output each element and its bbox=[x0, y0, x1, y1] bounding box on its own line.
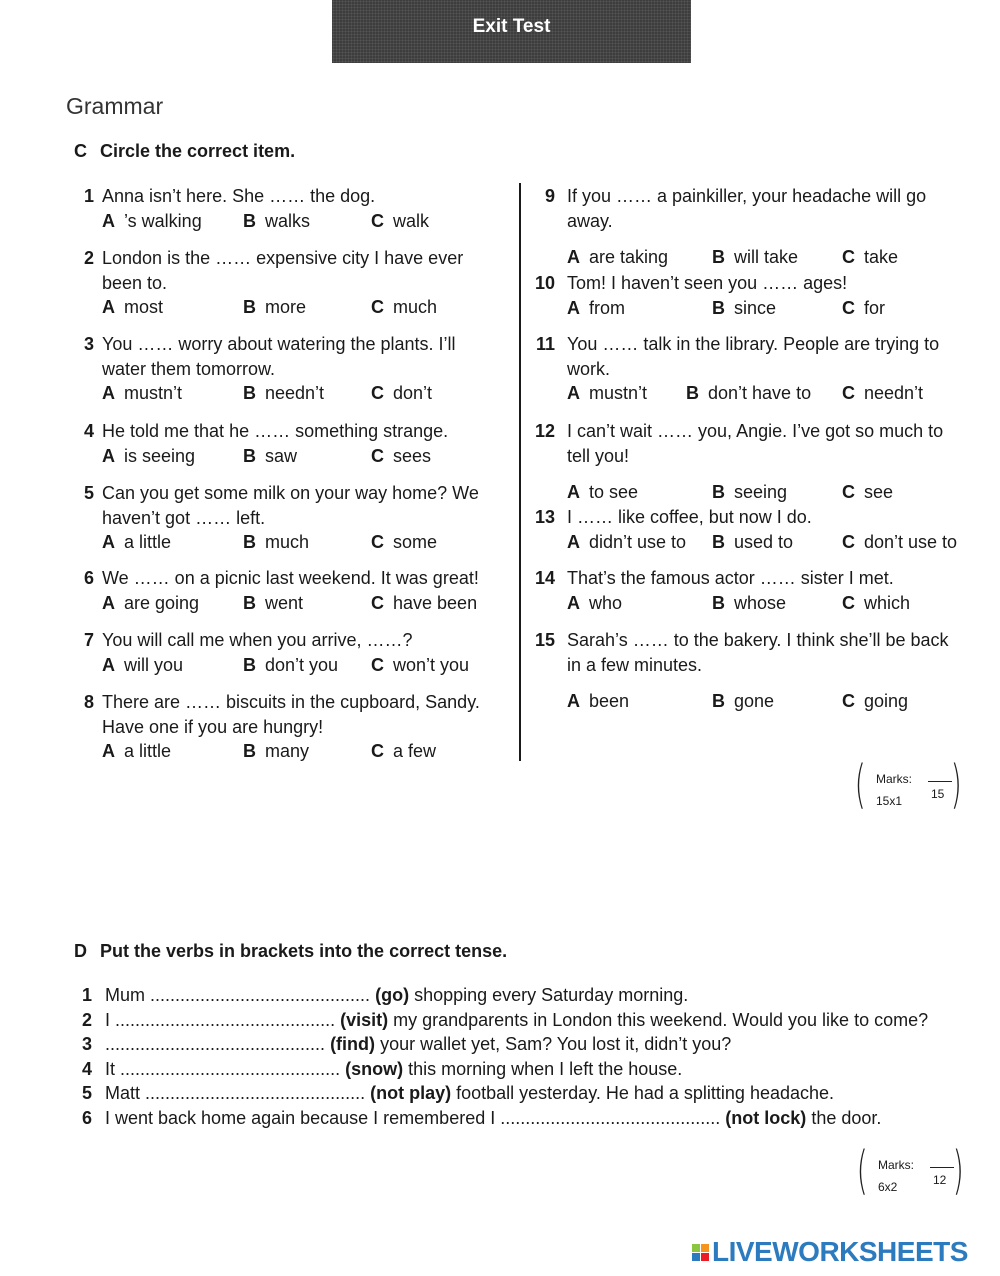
answer-option[interactable] bbox=[567, 383, 647, 404]
question-text: He told me that he …… something strange. bbox=[102, 421, 449, 441]
option-text: ’s walking bbox=[124, 210, 202, 231]
item-number: 6 bbox=[81, 1108, 92, 1128]
section-heading-grammar: Grammar bbox=[66, 93, 164, 119]
question-text: There are …… biscuits in the cupboard, Sandy. bbox=[102, 692, 480, 712]
option-letter: A bbox=[102, 445, 115, 466]
question-text: away. bbox=[567, 210, 613, 231]
option-text: whose bbox=[734, 592, 787, 613]
answer-option[interactable] bbox=[842, 298, 885, 319]
option-text: will you bbox=[124, 654, 184, 675]
answer-option[interactable] bbox=[371, 383, 432, 404]
item-sentence bbox=[105, 985, 688, 1006]
option-text: sees bbox=[393, 445, 432, 466]
option-letter: C bbox=[842, 247, 855, 267]
marks-score-blank[interactable] bbox=[930, 1167, 954, 1168]
option-text: are going bbox=[124, 592, 200, 613]
answer-option[interactable] bbox=[712, 532, 793, 553]
verb-prompt: (go) bbox=[375, 985, 410, 1005]
question-text: I …… like coffee, but now I do. bbox=[567, 507, 812, 527]
option-text: most bbox=[124, 297, 164, 317]
option-letter: B bbox=[243, 741, 256, 761]
option-text: much bbox=[393, 297, 438, 317]
item-number: 5 bbox=[81, 1083, 92, 1103]
section-d-instruction: Put the verbs in brackets into the correct tense. bbox=[100, 941, 508, 961]
option-letter: C bbox=[371, 383, 384, 403]
option-letter: B bbox=[243, 445, 256, 466]
option-letter: B bbox=[712, 592, 725, 613]
option-letter: B bbox=[243, 297, 256, 317]
option-letter: B bbox=[712, 482, 725, 502]
option-text: for bbox=[864, 297, 886, 318]
section-c-title bbox=[74, 141, 295, 162]
answer-option[interactable] bbox=[842, 482, 893, 503]
option-letter: B bbox=[686, 383, 699, 403]
answer-option[interactable] bbox=[567, 532, 686, 553]
answer-option[interactable] bbox=[712, 593, 786, 614]
answer-option[interactable] bbox=[686, 383, 811, 404]
option-letter: C bbox=[371, 741, 384, 761]
option-text: a little bbox=[124, 741, 172, 761]
answer-option[interactable] bbox=[243, 446, 297, 467]
answer-blank[interactable]: ............................................ bbox=[120, 1059, 341, 1079]
sentence-end: this morning when I left the house. bbox=[408, 1059, 683, 1079]
option-letter: A bbox=[567, 482, 580, 502]
answer-option[interactable] bbox=[371, 446, 431, 467]
option-text: from bbox=[589, 297, 625, 318]
section-c-instruction: Circle the correct item. bbox=[100, 141, 296, 161]
option-letter: A bbox=[102, 532, 115, 552]
item-number: 1 bbox=[81, 985, 92, 1005]
question-text: I can’t wait …… you, Angie. I’ve got so much to bbox=[567, 421, 944, 441]
answer-option[interactable] bbox=[842, 593, 910, 614]
option-text: didn’t use to bbox=[589, 531, 687, 552]
marks-formula: 6x2 bbox=[878, 1180, 898, 1194]
question-text: in a few minutes. bbox=[567, 654, 703, 675]
option-letter: C bbox=[842, 297, 855, 318]
answer-blank[interactable]: ............................................ bbox=[115, 1010, 336, 1030]
item-sentence bbox=[105, 1010, 928, 1031]
answer-option[interactable] bbox=[371, 655, 469, 676]
question-text: been to. bbox=[102, 272, 168, 293]
answer-option[interactable] bbox=[102, 741, 171, 762]
answer-option[interactable] bbox=[712, 691, 774, 712]
marks-bracket-left: ( bbox=[854, 755, 866, 815]
answer-option[interactable] bbox=[842, 383, 923, 404]
answer-option[interactable] bbox=[371, 741, 436, 762]
column-divider bbox=[519, 183, 521, 761]
option-letter: A bbox=[102, 297, 115, 317]
question-number: 15 bbox=[534, 630, 555, 650]
item-sentence bbox=[105, 1083, 834, 1104]
option-letter: C bbox=[842, 482, 855, 502]
liveworksheets-logo-icon bbox=[692, 1244, 709, 1261]
answer-option[interactable] bbox=[243, 211, 310, 232]
logo-square-3 bbox=[692, 1253, 700, 1261]
option-letter: C bbox=[842, 592, 855, 613]
option-letter: C bbox=[842, 531, 855, 552]
option-text: many bbox=[265, 741, 310, 761]
item-sentence bbox=[105, 1108, 881, 1129]
question-text: tell you! bbox=[567, 445, 630, 466]
question-text: haven’t got …… left. bbox=[102, 507, 266, 528]
verb-prompt: (find) bbox=[330, 1034, 376, 1054]
question-text: Tom! I haven’t seen you …… ages! bbox=[567, 273, 848, 293]
option-text: don’t use to bbox=[864, 531, 958, 552]
answer-option[interactable] bbox=[371, 297, 437, 318]
sentence-end: the door. bbox=[811, 1108, 882, 1128]
answer-blank[interactable]: ............................................ bbox=[145, 1083, 366, 1103]
option-letter: A bbox=[102, 210, 115, 231]
answer-option[interactable] bbox=[371, 532, 437, 553]
marks-bracket-right: ) bbox=[950, 755, 962, 815]
item-sentence bbox=[105, 1059, 682, 1080]
question-number: 3 bbox=[83, 334, 94, 354]
sentence-start: Matt bbox=[105, 1083, 141, 1103]
option-letter: B bbox=[712, 691, 725, 711]
answer-option[interactable] bbox=[567, 482, 638, 503]
option-text: a few bbox=[393, 741, 437, 761]
question-number: 5 bbox=[83, 483, 94, 503]
answer-option[interactable] bbox=[102, 383, 182, 404]
option-letter: B bbox=[712, 531, 725, 552]
verb-prompt: (visit) bbox=[340, 1010, 389, 1030]
answer-option[interactable] bbox=[371, 211, 429, 232]
marks-label: Marks: bbox=[878, 1158, 914, 1172]
option-letter: B bbox=[243, 210, 256, 231]
question-text: If you …… a painkiller, your headache will go bbox=[567, 186, 927, 206]
option-text: walks bbox=[265, 210, 311, 231]
logo-square-4 bbox=[701, 1253, 709, 1261]
option-letter: B bbox=[712, 247, 725, 267]
marks-total: 12 bbox=[933, 1173, 947, 1187]
option-text: much bbox=[265, 532, 310, 552]
option-text: don’t have to bbox=[708, 383, 812, 403]
section-d-letter: D bbox=[74, 941, 87, 961]
sentence-end: shopping every Saturday morning. bbox=[414, 985, 689, 1005]
answer-option[interactable] bbox=[102, 297, 163, 318]
question-text: Sarah’s …… to the bakery. I think she’ll be back bbox=[567, 630, 949, 650]
question-text: You …… worry about watering the plants. I’ll bbox=[102, 334, 456, 354]
option-text: who bbox=[589, 592, 623, 613]
option-letter: B bbox=[243, 654, 256, 675]
liveworksheets-logo[interactable] bbox=[692, 1236, 968, 1268]
option-letter: A bbox=[102, 592, 115, 613]
question-number: 6 bbox=[83, 568, 94, 588]
answer-option[interactable] bbox=[567, 691, 629, 712]
option-letter: C bbox=[371, 532, 384, 552]
answer-blank[interactable]: ............................................ bbox=[500, 1108, 721, 1128]
option-letter: A bbox=[102, 383, 115, 403]
answer-option[interactable] bbox=[712, 482, 787, 503]
option-text: take bbox=[864, 247, 899, 267]
option-letter: C bbox=[371, 297, 384, 317]
option-letter: A bbox=[567, 383, 580, 403]
option-letter: B bbox=[243, 532, 256, 552]
option-text: walk bbox=[393, 210, 430, 231]
question-number: 2 bbox=[83, 248, 94, 268]
question-number: 7 bbox=[83, 630, 94, 650]
question-number: 12 bbox=[534, 421, 555, 441]
verb-prompt: (not play) bbox=[370, 1083, 452, 1103]
option-text: been bbox=[589, 691, 630, 711]
question-text: Can you get some milk on your way home? We bbox=[102, 483, 479, 503]
question-number: 4 bbox=[83, 421, 94, 441]
option-letter: B bbox=[712, 297, 725, 318]
question-text: Anna isn’t here. She …… the dog. bbox=[102, 186, 376, 206]
section-c-letter: C bbox=[74, 141, 87, 161]
sentence-start: I bbox=[105, 1010, 111, 1030]
option-text: which bbox=[864, 592, 911, 613]
option-letter: C bbox=[371, 654, 384, 675]
option-text: mustn’t bbox=[589, 383, 648, 403]
option-text: going bbox=[864, 691, 909, 711]
answer-option[interactable] bbox=[243, 655, 338, 676]
answer-option[interactable] bbox=[243, 741, 309, 762]
section-d-marks-box bbox=[856, 1141, 964, 1207]
sentence-start: Mum bbox=[105, 985, 145, 1005]
verb-prompt: (not lock) bbox=[725, 1108, 807, 1128]
question-text: Have one if you are hungry! bbox=[102, 716, 324, 737]
answer-option[interactable] bbox=[243, 383, 324, 404]
marks-bracket-right: ) bbox=[952, 1141, 964, 1201]
item-number: 2 bbox=[81, 1010, 92, 1030]
item-number: 3 bbox=[81, 1034, 92, 1054]
option-letter: A bbox=[567, 531, 580, 552]
option-text: saw bbox=[265, 445, 298, 466]
exit-test-header bbox=[332, 0, 691, 63]
answer-blank[interactable]: ............................................ bbox=[150, 985, 371, 1005]
question-text: London is the …… expensive city I have ever bbox=[102, 248, 464, 268]
question-text: water them tomorrow. bbox=[102, 358, 276, 379]
question-number: 11 bbox=[535, 334, 555, 354]
question-number: 1 bbox=[83, 186, 94, 206]
answer-option[interactable] bbox=[712, 247, 798, 268]
option-letter: B bbox=[243, 592, 256, 613]
question-text: We …… on a picnic last weekend. It was great! bbox=[102, 568, 479, 588]
answer-option[interactable] bbox=[842, 532, 957, 553]
answer-option[interactable] bbox=[102, 446, 195, 467]
item-number: 4 bbox=[81, 1059, 92, 1079]
question-number: 8 bbox=[83, 692, 94, 712]
answer-option[interactable] bbox=[102, 593, 199, 614]
question-text: work. bbox=[567, 358, 611, 379]
answer-blank[interactable]: ............................................ bbox=[105, 1034, 326, 1054]
option-text: since bbox=[734, 297, 777, 318]
section-d-title bbox=[74, 941, 507, 962]
option-letter: A bbox=[567, 691, 580, 711]
question-number: 10 bbox=[534, 273, 555, 293]
verb-prompt: (snow) bbox=[345, 1059, 404, 1079]
answer-option[interactable] bbox=[567, 593, 622, 614]
question-text: That’s the famous actor …… sister I met. bbox=[567, 568, 894, 588]
option-letter: B bbox=[243, 383, 256, 403]
item-sentence bbox=[105, 1034, 731, 1055]
option-text: mustn’t bbox=[124, 383, 183, 403]
question-number: 14 bbox=[534, 568, 555, 588]
option-text: used to bbox=[734, 531, 794, 552]
option-letter: C bbox=[371, 592, 384, 613]
option-text: to see bbox=[589, 482, 639, 502]
marks-label: Marks: bbox=[876, 772, 912, 786]
option-text: a little bbox=[124, 532, 172, 552]
option-text: see bbox=[864, 482, 894, 502]
option-text: gone bbox=[734, 691, 775, 711]
question-number: 9 bbox=[544, 186, 555, 206]
option-letter: A bbox=[102, 654, 115, 675]
marks-bracket-left: ( bbox=[856, 1141, 868, 1201]
option-letter: A bbox=[567, 247, 580, 267]
answer-option[interactable] bbox=[102, 532, 171, 553]
option-text: seeing bbox=[734, 482, 788, 502]
answer-option[interactable] bbox=[712, 298, 776, 319]
section-c-marks-box bbox=[854, 755, 962, 821]
answer-option[interactable] bbox=[243, 532, 309, 553]
sentence-end: my grandparents in London this weekend. Would you like to come? bbox=[393, 1010, 929, 1030]
option-letter: C bbox=[842, 383, 855, 403]
answer-option[interactable] bbox=[243, 593, 303, 614]
answer-option[interactable] bbox=[102, 655, 183, 676]
answer-option[interactable] bbox=[243, 297, 306, 318]
option-text: don’t you bbox=[265, 654, 339, 675]
sentence-start: I went back home again because I remembered I bbox=[105, 1108, 496, 1128]
option-letter: A bbox=[567, 297, 580, 318]
option-text: needn’t bbox=[265, 383, 325, 403]
answer-option[interactable] bbox=[567, 298, 625, 319]
answer-option[interactable] bbox=[371, 593, 477, 614]
option-text: are taking bbox=[589, 247, 669, 267]
question-text: You …… talk in the library. People are trying to bbox=[567, 334, 940, 354]
answer-option[interactable] bbox=[567, 247, 668, 268]
option-letter: A bbox=[102, 741, 115, 761]
question-text: You will call me when you arrive, ……? bbox=[102, 630, 413, 650]
option-text: have been bbox=[393, 592, 478, 613]
option-text: some bbox=[393, 532, 438, 552]
option-text: needn’t bbox=[864, 383, 924, 403]
liveworksheets-logo-text: LIVEWORKSHEETS bbox=[712, 1236, 968, 1267]
sentence-start: It bbox=[105, 1059, 116, 1079]
option-text: will take bbox=[734, 247, 799, 267]
option-letter: C bbox=[842, 691, 855, 711]
sentence-end: football yesterday. He had a splitting headache. bbox=[456, 1083, 835, 1103]
option-text: won’t you bbox=[393, 654, 470, 675]
option-letter: C bbox=[371, 445, 384, 466]
answer-option[interactable] bbox=[102, 211, 202, 232]
question-number: 13 bbox=[534, 507, 555, 527]
option-text: went bbox=[265, 592, 304, 613]
logo-square-1 bbox=[692, 1244, 700, 1252]
marks-formula: 15x1 bbox=[876, 794, 903, 808]
option-letter: C bbox=[371, 210, 384, 231]
option-letter: A bbox=[567, 592, 580, 613]
option-text: is seeing bbox=[124, 445, 196, 466]
logo-square-2 bbox=[701, 1244, 709, 1252]
answer-option[interactable] bbox=[842, 691, 908, 712]
answer-option[interactable] bbox=[842, 247, 898, 268]
option-text: don’t bbox=[393, 383, 433, 403]
sentence-end: your wallet yet, Sam? You lost it, didn’t you? bbox=[380, 1034, 732, 1054]
marks-total: 15 bbox=[931, 787, 945, 801]
page-title: Exit Test bbox=[472, 16, 551, 37]
option-text: more bbox=[265, 297, 307, 317]
marks-score-blank[interactable] bbox=[928, 781, 952, 782]
